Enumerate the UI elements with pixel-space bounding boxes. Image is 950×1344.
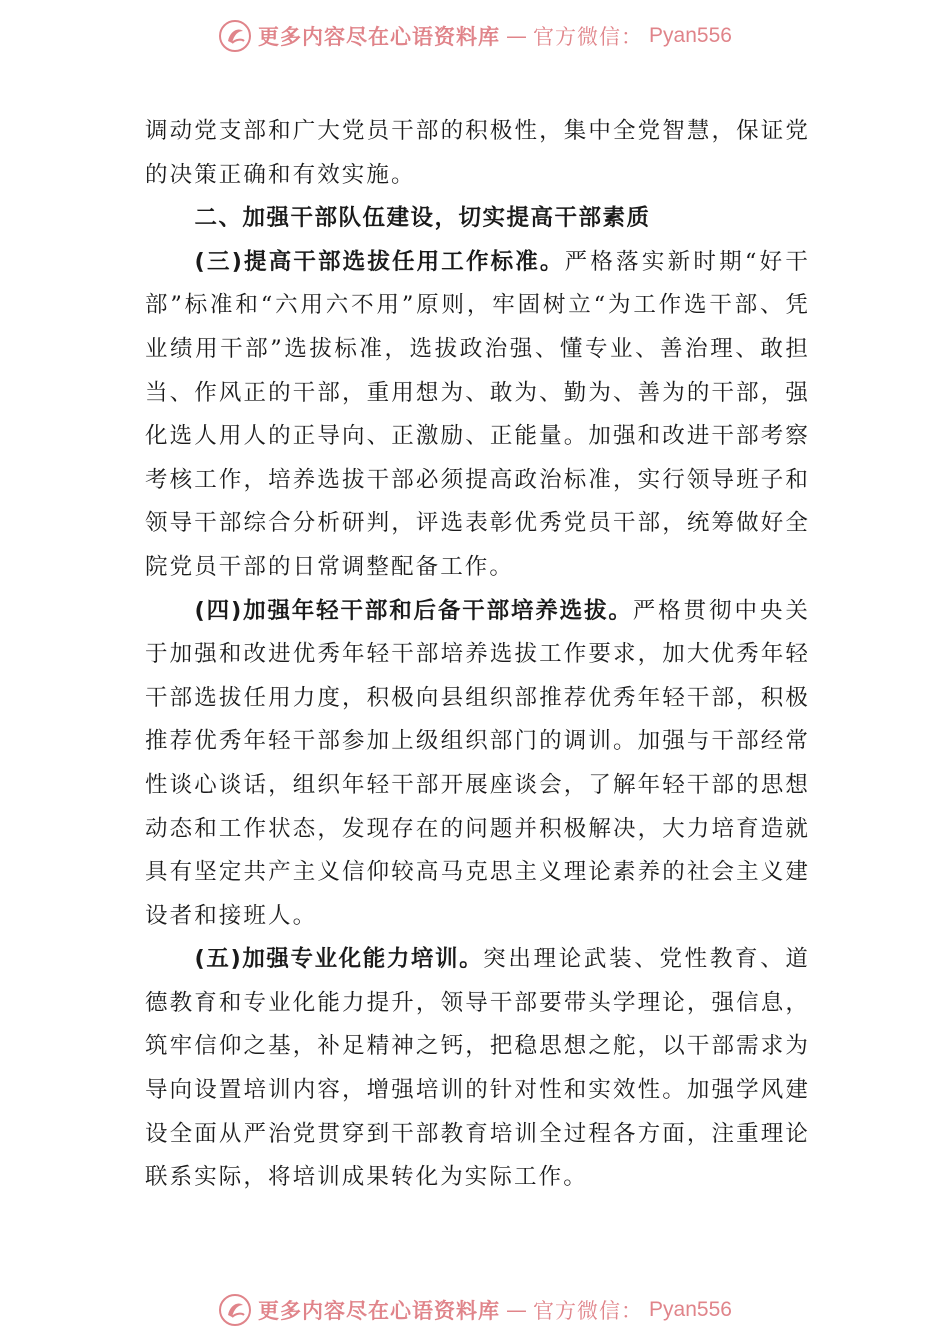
watermark-footer <box>0 1290 950 1330</box>
watermark-wechat-id: Pyan556 <box>649 1298 732 1321</box>
watermark-separator: — <box>506 24 528 48</box>
paragraph-continuation: 调动党支部和广大党员干部的积极性，集中全党智慧，保证党的决策正确和有效实施。 <box>145 118 810 188</box>
watermark-wechat-label: 官方微信： <box>533 1299 644 1323</box>
flower-icon <box>218 19 252 53</box>
section-3-paragraph <box>145 241 810 590</box>
section-3-title: (三)提高干部选拔任用工作标准。 <box>194 248 565 275</box>
watermark-site-text: 更多内容尽在心语资料库 <box>258 24 501 49</box>
watermark-wechat-label: 官方微信： <box>533 25 644 49</box>
document-body <box>145 110 810 1200</box>
section-3-body: 严格落实新时期“好干部”标准和“六用六不用”原则，牢固树立“为工作选干部、凭业绩用干部”选拔标准，选拔政治强、懂专业、善治理、敢担当、作风正的干部，重用想为、敢为、勤为、善为的干部，强化选人用人的正导向、正激励、正能量。加强和改进干部考察考核工作，培养选拔干部必须提高政治标准，实行领导班子和领导干部综合分析研判，评选表彰优秀党员干部，统筹做好全院党员干部的日常调整配备工作。 <box>145 248 810 580</box>
watermark-header <box>0 16 950 56</box>
section-5-paragraph <box>145 938 810 1200</box>
watermark-wechat-id: Pyan556 <box>649 24 732 47</box>
watermark-site-text: 更多内容尽在心语资料库 <box>258 1298 501 1323</box>
watermark-separator: — <box>506 1298 528 1322</box>
flower-icon <box>218 1293 252 1327</box>
section-4-title: (四)加强年轻干部和后备干部培养选拔。 <box>194 597 633 624</box>
section-4-body: 严格贯彻中央关于加强和改进优秀年轻干部培养选拔工作要求，加大优秀年轻干部选拔任用力度，积极向县组织部推荐优秀年轻干部，积极推荐优秀年轻干部参加上级组织部门的调训。加强与干部经常性谈心谈话，组织年轻干部开展座谈会，了解年轻干部的思想动态和工作状态，发现存在的问题并积极解决，大力培育造就具有坚定共产主义信仰较高马克思主义理论素养的社会主义建设者和接班人。 <box>145 597 810 929</box>
section-4-paragraph <box>145 590 810 939</box>
section-5-title: (五)加强专业化能力培训。 <box>194 946 484 973</box>
section-heading-2: 二、加强干部队伍建设，切实提高干部素质 <box>194 205 651 232</box>
section-5-body: 突出理论武装、党性教育、道德教育和专业化能力提升，领导干部要带头学理论，强信息，筑牢信仰之基，补足精神之钙，把稳思想之舵，以干部需求为导向设置培训内容，增强培训的针对性和实效性。加强学风建设全面从严治党贯穿到干部教育培训全过程各方面，注重理论联系实际，将培训成果转化为实际工作。 <box>145 946 810 1191</box>
